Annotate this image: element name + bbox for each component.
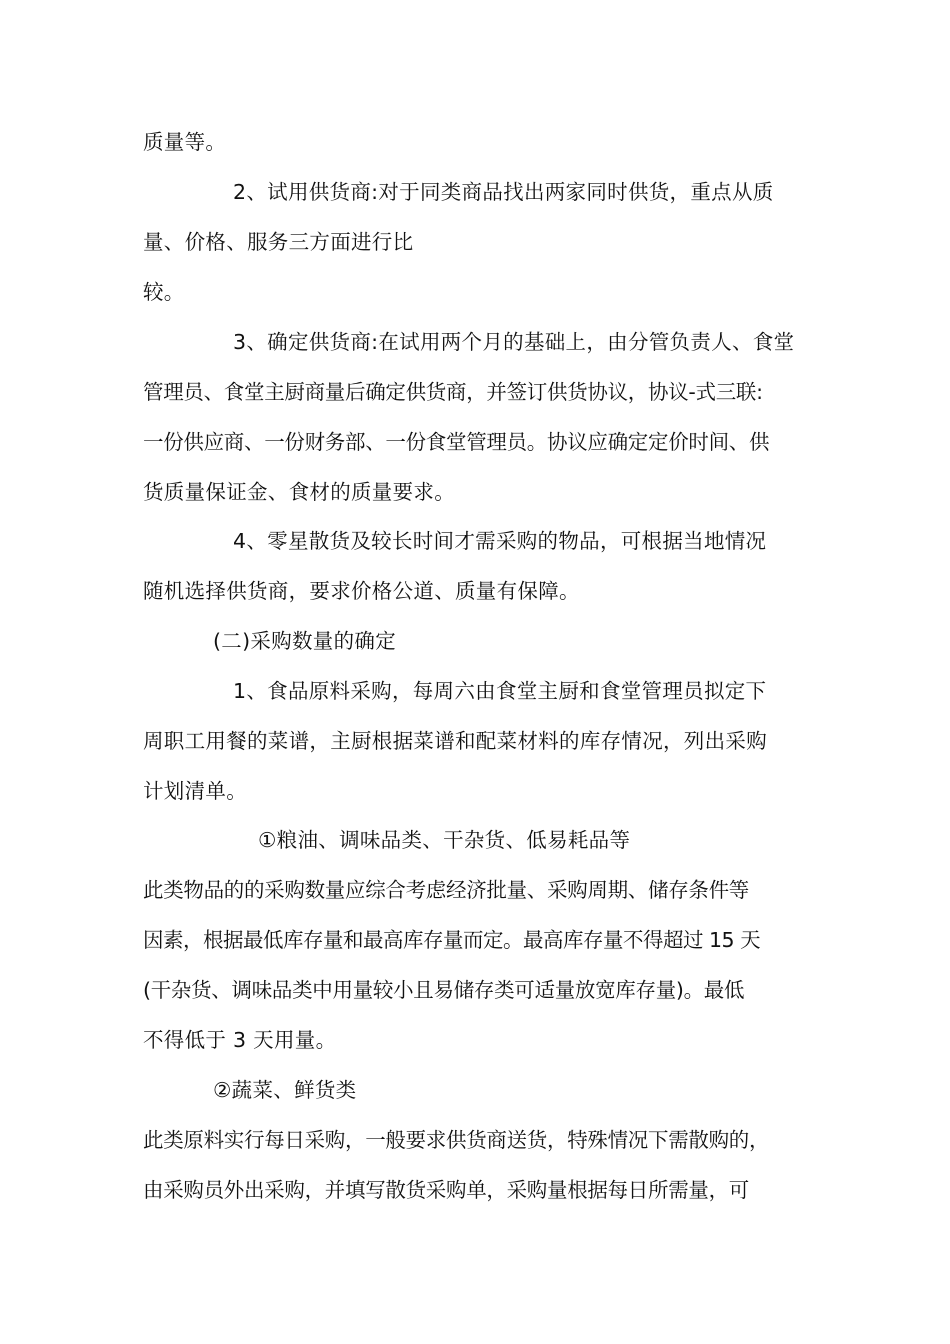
paragraph-line: 量、价格、服务三方面进行比 <box>143 230 414 254</box>
paragraph-line: 质量等。 <box>143 130 227 154</box>
paragraph-line: 此类物品的的采购数量应综合考虑经济批量、采购周期、储存条件等 <box>143 878 749 902</box>
paragraph-line: 1、食品原料采购，每周六由食堂主厨和食堂管理员拟定下 <box>233 679 767 703</box>
paragraph-line: 不得低于 3 天用量。 <box>143 1028 337 1052</box>
section-heading: (二)采购数量的确定 <box>213 629 396 653</box>
paragraph-line: 计划清单。 <box>143 779 247 803</box>
paragraph-line: 因素，根据最低库存量和最高库存量而定。最高库存量不得超过 15 天 <box>143 928 761 952</box>
paragraph-line: 此类原料实行每日采购，一般要求供货商送货，特殊情况下需散购的， <box>143 1128 770 1152</box>
subheading: ①粮油、调味品类、干杂货、低易耗品等 <box>258 828 631 852</box>
paragraph-line: 2、试用供货商:对于同类商品找出两家同时供货，重点从质 <box>233 180 774 204</box>
paragraph-line: 由采购员外出采购，并填写散货采购单，采购量根据每日所需量，可 <box>143 1178 749 1202</box>
paragraph-line: 3、确定供货商:在试用两个月的基础上，由分管负责人、食堂 <box>233 330 795 354</box>
paragraph-line: 一份供应商、一份财务部、一份食堂管理员。协议应确定定价时间、供 <box>143 430 770 454</box>
paragraph-line: 货质量保证金、食材的质量要求。 <box>143 480 455 504</box>
paragraph-line: 较。 <box>143 280 185 304</box>
paragraph-line: 随机选择供货商，要求价格公道、质量有保障。 <box>143 579 580 603</box>
paragraph-line: 周职工用餐的菜谱，主厨根据菜谱和配菜材料的库存情况，列出采购 <box>143 729 767 753</box>
paragraph-line: (干杂货、调味品类中用量较小且易储存类可适量放宽库存量)。最低 <box>143 978 745 1002</box>
paragraph-line: 4、零星散货及较长时间才需采购的物品，可根据当地情况 <box>233 529 767 553</box>
paragraph-line: 管理员、食堂主厨商量后确定供货商，并签订供货协议，协议-式三联: <box>143 380 763 404</box>
subheading: ②蔬菜、鲜货类 <box>213 1078 357 1102</box>
